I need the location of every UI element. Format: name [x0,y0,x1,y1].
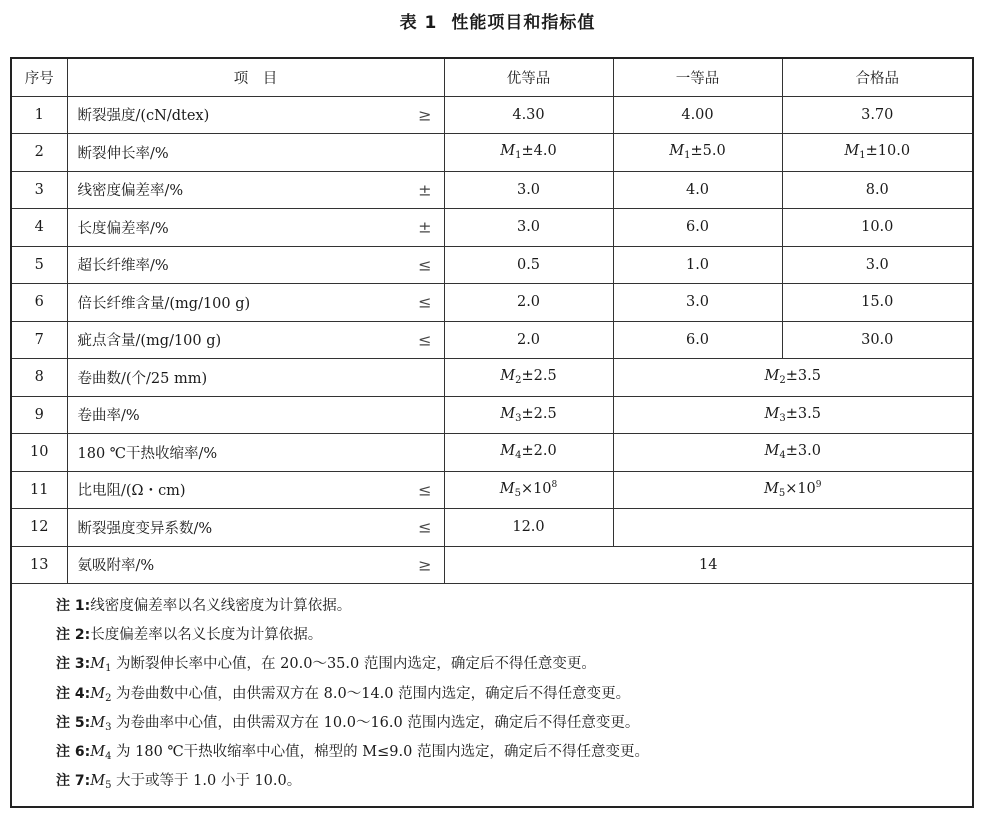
subscript: 2 [105,692,112,704]
item-label: 180 ℃干热收缩率/% [77,445,218,462]
comparison-symbol: ≤ [418,517,432,537]
value-superior: 4.30 [444,96,613,134]
value-first-grade: 1.0 [613,246,782,284]
note-label: 注 3: [56,656,91,673]
row-item [67,284,444,322]
row-item [67,321,444,359]
subscript: 2 [515,375,522,387]
comparison-symbol: ± [418,180,432,200]
table-row [11,546,973,584]
row-item [67,171,444,209]
variable: M [90,656,106,673]
row-seq: 8 [11,359,67,397]
value-first-and-qualified [613,471,973,509]
variable: M [500,443,516,460]
subscript: 4 [105,750,112,762]
item-label: 卷曲率/% [77,408,140,425]
note-line [56,709,972,738]
row-seq: 12 [11,509,67,547]
table-row [11,209,973,247]
header-superior: 优等品 [444,58,613,96]
value-superior [444,134,613,172]
item-label: 线密度偏差率/% [77,183,184,200]
row-seq: 1 [11,96,67,134]
table-row [11,284,973,322]
subscript: 5 [514,488,521,500]
table-row [11,359,973,397]
value-superior: 2.0 [444,284,613,322]
table-title [0,8,989,33]
note-label: 注 7: [56,773,91,790]
subscript: 5 [105,780,112,792]
item-label: 断裂伸长率/% [77,145,169,162]
comparison-symbol: ≤ [418,480,432,500]
row-seq: 9 [11,396,67,434]
row-seq: 10 [11,434,67,472]
note-line [56,680,972,709]
comparison-symbol: ≤ [418,255,432,275]
value-first-grade: 6.0 [613,321,782,359]
table-row [11,321,973,359]
exponent: 8 [551,480,558,491]
value-qualified: 8.0 [782,171,973,209]
row-item [67,509,444,547]
performance-table [10,57,974,808]
value-text: ±2.5 [521,405,557,422]
note-text: 为断裂伸长率中心值，在 20.0～35.0 范围内选定，确定后不得任意变更。 [111,656,596,673]
table-row [11,509,973,547]
variable: M [500,143,516,160]
note-line [56,738,972,767]
item-label: 长度偏差率/% [77,220,169,237]
subscript: 5 [778,488,786,500]
value-superior: 2.0 [444,321,613,359]
value-first-grade: 4.00 [613,96,782,134]
note-text: 为卷曲率中心值，由供需双方在 10.0～16.0 范围内选定，确定后不得任意变更。 [111,714,640,731]
note-line [56,592,972,621]
subscript: 1 [859,150,866,162]
variable: M [499,481,515,498]
value-text: ±3.5 [785,368,821,385]
value-text: ×10 [785,481,816,498]
value-first-and-qualified [613,359,973,397]
value-first-grade: 6.0 [613,209,782,247]
comparison-symbol: ≥ [418,555,432,575]
note-line [56,767,972,796]
header-item: 项 目 [67,58,444,96]
row-seq: 6 [11,284,67,322]
row-item [67,471,444,509]
note-label: 注 6: [56,743,91,760]
item-label: 超长纤维率/% [77,258,169,275]
value-all-grades: 14 [444,546,973,584]
variable: M [90,714,106,731]
table-number: 表 1 [399,13,438,33]
row-item [67,246,444,284]
value-first-and-qualified [613,396,973,434]
note-label: 注 5: [56,714,91,731]
note-text: 为 180 ℃干热收缩率中心值，棉型的 M≤9.0 范围内选定，确定后不得任意变更。 [111,743,649,760]
table-row [11,471,973,509]
note-text: 长度偏差率以名义长度为计算依据。 [90,627,323,644]
table-row [11,96,973,134]
variable: M [844,143,860,160]
value-first-grade: 4.0 [613,171,782,209]
value-superior [444,434,613,472]
value-text: ±10.0 [865,143,911,160]
variable: M [763,481,779,498]
item-label: 比电阻/(Ω・cm) [77,483,186,500]
table-row [11,396,973,434]
value-qualified: 3.70 [782,96,973,134]
value-text: ×10 [520,481,552,498]
row-seq: 11 [11,471,67,509]
note-label: 注 4: [56,685,91,702]
subscript: 1 [105,663,112,675]
item-label: 倍长纤维含量/(mg/100 g) [77,295,251,312]
value-text: ±5.0 [690,143,726,160]
header-seq: 序号 [11,58,67,96]
table-row [11,434,973,472]
row-seq: 13 [11,546,67,584]
variable: M [90,743,106,760]
subscript: 2 [779,375,786,387]
row-item [67,434,444,472]
value-superior: 0.5 [444,246,613,284]
subscript: 3 [779,412,786,424]
table-caption: 性能项目和指标值 [451,13,596,33]
value-superior [444,359,613,397]
note-text: 为卷曲数中心值，由供需双方在 8.0～14.0 范围内选定，确定后不得任意变更。 [111,685,631,702]
item-label: 氨吸附率/% [77,558,155,575]
value-text: ±4.0 [521,143,557,160]
value-text: ±3.5 [785,405,821,422]
note-text: 线密度偏差率以名义线密度为计算依据。 [90,598,352,614]
row-item [67,96,444,134]
notes-cell [11,584,973,808]
note-text: 大于或等于 1.0 小于 10.0。 [111,773,302,790]
comparison-symbol: ≥ [418,105,432,125]
item-label: 疵点含量/(mg/100 g) [77,333,222,350]
value-first-and-qualified [613,434,973,472]
subscript: 1 [515,150,522,162]
value-text: ±2.0 [521,443,557,460]
item-label: 断裂强度变异系数/% [77,520,213,537]
header-qualified: 合格品 [782,58,973,96]
value-qualified: 30.0 [782,321,973,359]
value-first-grade [613,134,782,172]
subscript: 4 [779,450,786,462]
variable: M [500,368,516,385]
table-row [11,246,973,284]
comparison-symbol: ≤ [418,330,432,350]
row-seq: 3 [11,171,67,209]
value-superior: 3.0 [444,171,613,209]
variable: M [90,773,106,790]
table-row [11,134,973,172]
value-superior: 3.0 [444,209,613,247]
value-superior [444,471,613,509]
note-line [56,621,972,650]
variable: M [764,368,780,385]
row-seq: 4 [11,209,67,247]
exponent: 9 [815,480,822,491]
row-item [67,209,444,247]
value-text: ±2.5 [521,368,557,385]
value-qualified: 15.0 [782,284,973,322]
row-item [67,546,444,584]
note-label: 注 1: [56,598,91,614]
value-first-and-qualified [613,509,973,547]
subscript: 4 [515,450,522,462]
subscript: 1 [684,150,691,162]
header-row [11,58,973,96]
row-item [67,134,444,172]
subscript: 3 [515,412,522,424]
note-label: 注 2: [56,627,91,644]
row-item [67,396,444,434]
variable: M [90,685,106,702]
variable: M [764,443,780,460]
comparison-symbol: ≤ [418,292,432,312]
variable: M [500,405,516,422]
item-label: 卷曲数/(个/25 mm) [77,370,208,387]
table-row [11,171,973,209]
value-superior: 12.0 [444,509,613,547]
header-first-grade: 一等品 [613,58,782,96]
value-qualified: 3.0 [782,246,973,284]
row-seq: 5 [11,246,67,284]
subscript: 3 [105,721,112,733]
row-seq: 7 [11,321,67,359]
row-item [67,359,444,397]
variable: M [764,405,780,422]
value-qualified: 10.0 [782,209,973,247]
value-qualified [782,134,973,172]
value-superior [444,396,613,434]
variable: M [669,143,685,160]
note-line [56,650,972,679]
row-seq: 2 [11,134,67,172]
notes-row [11,584,973,808]
value-first-grade: 3.0 [613,284,782,322]
value-text: ±3.0 [785,443,821,460]
comparison-symbol: ± [418,217,432,237]
item-label: 断裂强度/(cN/dtex) [77,108,210,125]
